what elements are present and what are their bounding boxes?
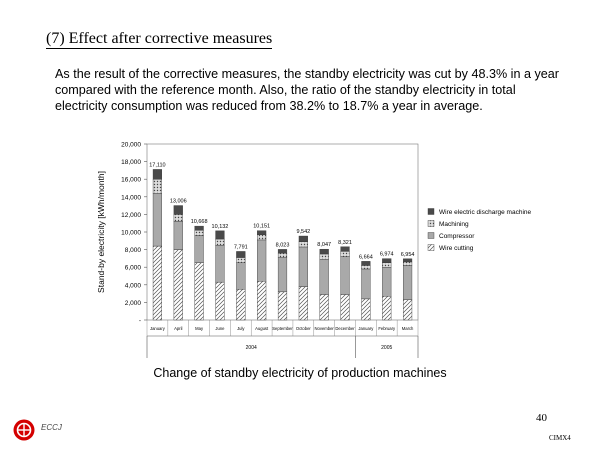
x-category-label: July [237,326,245,331]
bar-segment-compressor [362,269,371,299]
x-category-label: October [295,326,311,331]
bar-segment-wire-cutting [362,299,371,320]
legend-swatch [428,245,434,251]
bar-segment-wire-cutting [382,296,391,320]
bar-total-label: 7,791 [233,244,248,251]
bar-segment-wire-electric-discharge-machine [236,251,245,257]
eccj-logo [12,418,82,442]
x-category-label: January [358,326,374,331]
bar-segment-wire-cutting [216,282,225,320]
legend-entry: Machining [439,221,469,228]
bar-segment-machining [320,254,329,259]
bar-segment-compressor [403,265,412,299]
bar-total-label: 13,006 [169,198,187,205]
bar-total-label: 10,668 [190,219,208,226]
y-tick-label: 20,000 [121,141,141,149]
legend-entry: Wire cutting [439,245,474,252]
bar-segment-wire-electric-discharge-machine [216,231,225,239]
bar-segment-wire-electric-discharge-machine [174,206,183,215]
bar-segment-wire-cutting [236,289,245,320]
bar-segment-wire-cutting [278,292,287,320]
eccj-logo-icon [12,418,36,442]
x-category-label: April [174,326,183,331]
y-tick-label: 2,000 [124,299,141,307]
bar-segment-wire-cutting [153,246,162,320]
bar-segment-compressor [153,193,162,246]
y-tick-label: 16,000 [121,176,141,184]
slide-title: (7) Effect after corrective measures [46,30,273,47]
y-tick-label: 6,000 [124,264,141,272]
y-axis-label: Stand-by electricity [kWh/month] [96,171,106,293]
bar-segment-compressor [195,236,204,263]
x-category-label: February [378,326,396,331]
bar-segment-machining [299,242,308,247]
legend-entry: Compressor [439,233,475,240]
bar-segment-compressor [382,267,391,296]
legend-swatch [428,209,434,215]
bar-segment-wire-cutting [341,294,350,320]
bar-segment-compressor [257,240,266,281]
bar-segment-compressor [278,258,287,292]
bar-segment-wire-electric-discharge-machine [299,236,308,242]
x-category-label: December [335,326,355,331]
bar-segment-machining [341,251,350,256]
bar-total-label: 6,664 [359,254,373,261]
legend-swatch [428,233,434,239]
bar-total-label: 6,974 [379,251,394,258]
bar-segment-machining [362,265,371,269]
bar-segment-wire-cutting [320,294,329,320]
eccj-logo-text: ECCJ [41,423,62,432]
bar-segment-compressor [236,263,245,289]
x-category-label: August [255,326,269,331]
bar-segment-wire-cutting [403,300,412,320]
bar-segment-machining [153,179,162,193]
year-group-label: 2004 [245,345,257,351]
bar-segment-machining [236,258,245,263]
bar-segment-compressor [341,257,350,295]
summary-text: As the result of the corrective measures, the standby electricity was cut by 48.3% in a year compared with the reference month. Also, the ratio of the standby electricity in total electricity consumption was reduced from 38.2% to 18.7% a year in average. [55,67,559,113]
chart-caption: Change of standby electricity of production machines [153,366,447,380]
x-category-label: January [149,326,165,331]
x-category-label: September [272,326,293,331]
bar-segment-wire-electric-discharge-machine [362,261,371,265]
bar-total-label: 17,110 [149,162,166,169]
y-tick-label: 4,000 [124,282,141,290]
bar-segment-compressor [320,259,329,294]
y-tick-label: 18,000 [121,159,141,167]
bar-segment-machining [216,239,225,245]
y-tick-label: 10,000 [121,229,141,237]
bar-total-label: 9,542 [296,229,311,236]
document-code: CIMX4 [549,434,571,442]
bar-total-label: 10,151 [253,223,271,230]
bar-total-label: 6,954 [400,251,415,258]
x-category-label: March [401,326,414,331]
bar-segment-machining [278,253,287,257]
legend-entry: Wire electric discharge machine [439,209,532,216]
bar-segment-wire-cutting [174,250,183,320]
x-category-label: November [314,326,334,331]
y-tick-label: 14,000 [121,194,141,202]
bar-total-label: 10,132 [211,223,229,230]
bar-segment-compressor [216,245,225,282]
bar-segment-wire-electric-discharge-machine [320,249,329,254]
bar-segment-machining [195,230,204,235]
bar-segment-wire-cutting [257,281,266,320]
bar-segment-machining [382,263,391,267]
y-tick-label: - [138,317,141,325]
legend-swatch [428,221,434,227]
bar-segment-compressor [299,247,308,287]
bar-segment-wire-electric-discharge-machine [341,247,350,252]
bar-segment-wire-electric-discharge-machine [278,249,287,253]
bar-segment-wire-cutting [195,263,204,320]
y-tick-label: 12,000 [121,211,141,219]
page-number: 40 [536,412,547,424]
bar-segment-wire-electric-discharge-machine [153,169,162,179]
bar-segment-wire-electric-discharge-machine [382,259,391,263]
bar-segment-compressor [174,221,183,249]
bar-total-label: 8,321 [338,239,352,246]
bar-segment-machining [257,235,266,240]
bar-segment-wire-cutting [299,287,308,320]
year-group-label: 2005 [381,345,393,351]
bar-total-label: 8,047 [317,242,332,249]
x-category-label: May [195,326,204,331]
bar-segment-machining [174,214,183,221]
bar-segment-wire-electric-discharge-machine [195,226,204,230]
y-tick-label: 8,000 [124,247,141,255]
x-category-label: June [215,326,225,331]
bar-segment-wire-electric-discharge-machine [403,259,412,262]
bar-segment-machining [403,262,412,266]
bar-segment-wire-electric-discharge-machine [257,231,266,235]
bar-total-label: 8,023 [275,242,290,249]
